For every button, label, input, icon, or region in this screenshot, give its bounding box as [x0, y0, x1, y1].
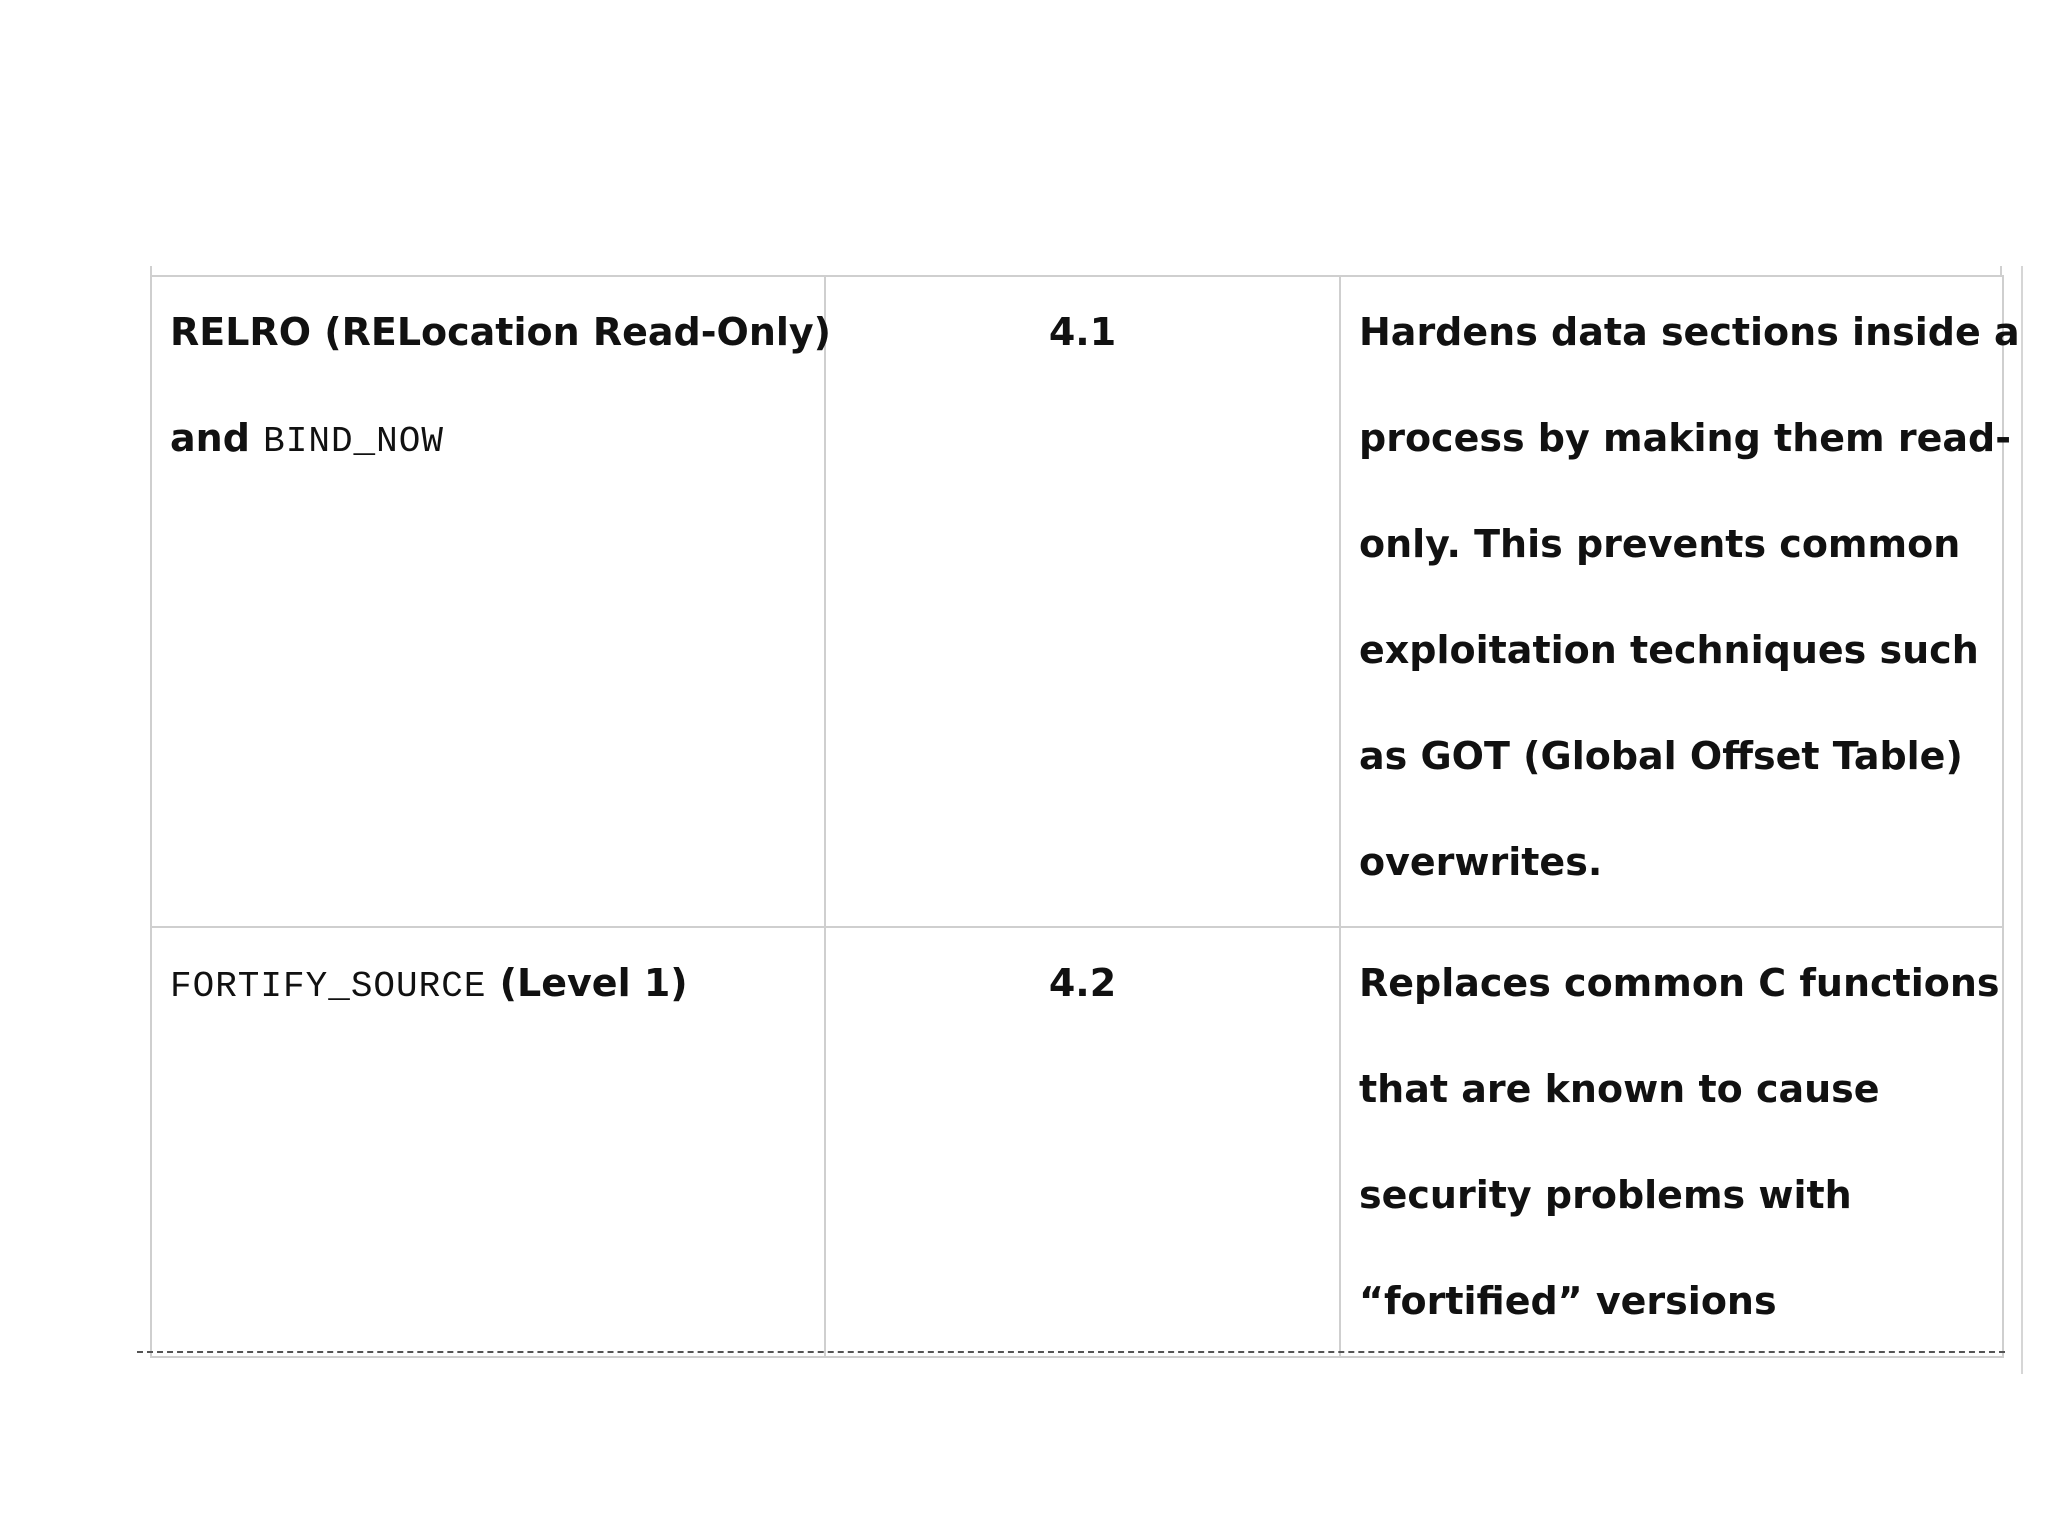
feature-connector: and	[170, 416, 264, 460]
feature-level: (Level 1)	[486, 961, 688, 1005]
security-features-table	[150, 275, 2020, 1358]
feature-name: RELRO (RELocation Read-Only)	[170, 310, 832, 354]
description-line: that are known to cause	[1359, 1067, 1880, 1111]
description-cell	[1340, 276, 2020, 927]
description-line: “fortified” versions	[1359, 1279, 1777, 1323]
description-line: only. This prevents common	[1359, 522, 1961, 566]
description-line: overwrites.	[1359, 840, 1603, 884]
version-cell	[825, 276, 1340, 927]
version-number: 4.2	[1048, 961, 1117, 1005]
table-row	[151, 276, 2003, 927]
description-line: process by making them read-	[1359, 416, 2011, 460]
page-break-line	[137, 1351, 2005, 1353]
description-line: Hardens data sections inside a	[1359, 310, 2020, 354]
feature-cell	[151, 276, 832, 927]
feature-code: FORTIFY_SOURCE	[170, 966, 487, 1007]
description-line: exploitation techniques such	[1359, 628, 1979, 672]
description-line: Replaces common C functions	[1359, 961, 2000, 1005]
description-cell	[1340, 927, 2003, 1357]
version-number: 4.1	[1048, 310, 1117, 354]
feature-cell	[151, 927, 825, 1357]
table-row	[151, 927, 2003, 1357]
feature-code: BIND_NOW	[263, 421, 444, 462]
page-margin-line	[2021, 266, 2023, 1374]
feature-name-continued	[170, 385, 806, 495]
feature-name	[170, 930, 806, 1040]
description-text	[1341, 251, 2020, 915]
description-line: as GOT (Global Offset Table)	[1359, 734, 1963, 778]
description-text	[1341, 902, 2002, 1354]
description-line: security problems with	[1359, 1173, 1852, 1217]
version-cell	[825, 927, 1340, 1357]
